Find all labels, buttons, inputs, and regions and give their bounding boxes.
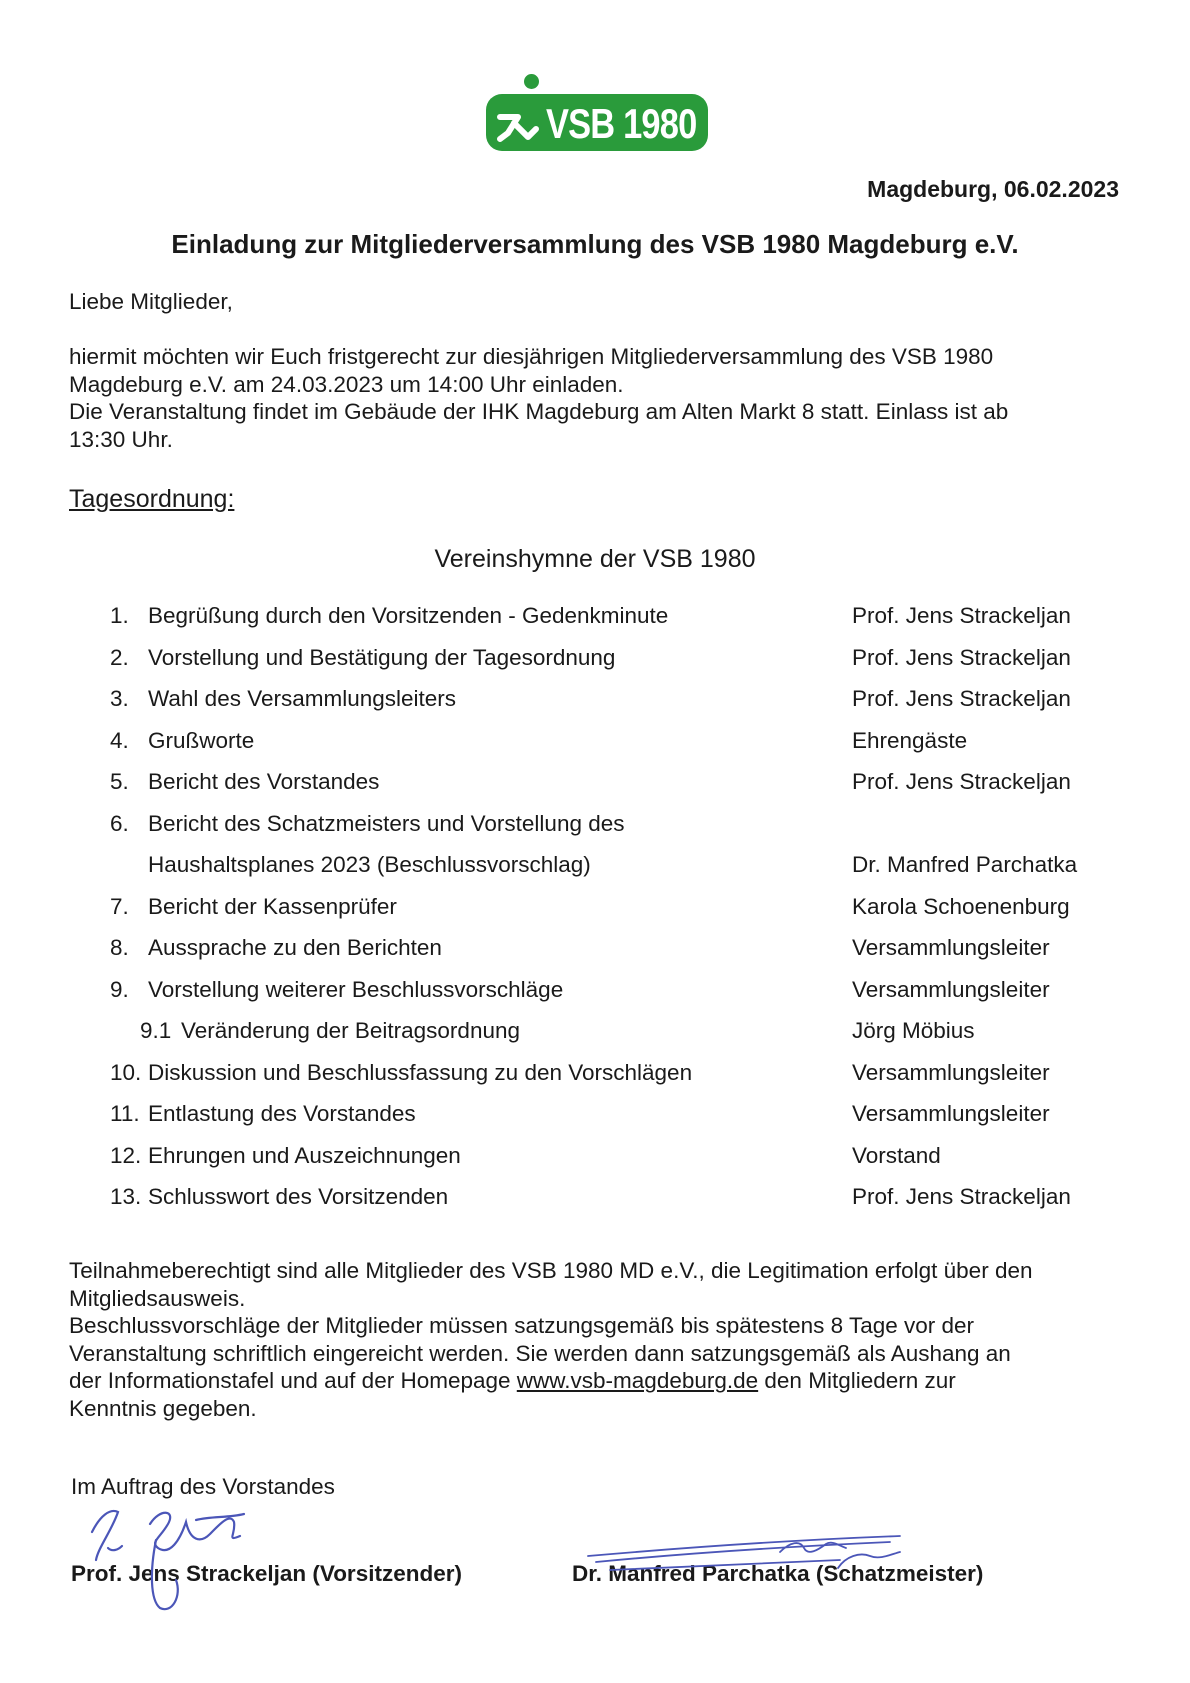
intro-line: hiermit möchten wir Euch fristgerecht zur diesjährigen Mitgliederversammlung des VSB 1980: [69, 344, 994, 369]
agenda-item-label: Wahl des Versammlungsleiters: [148, 686, 457, 711]
agenda-item-number: 2.: [110, 644, 129, 670]
agenda-item-label: Haushaltsplanes 2023 (Beschlussvorschlag): [148, 852, 591, 877]
notes-text: der Informationstafel und auf der Homepage: [69, 1368, 517, 1393]
notes-line: Kenntnis gegeben.: [69, 1395, 257, 1421]
intro-line: Die Veranstaltung findet im Gebäude der IHK Magdeburg am Alten Markt 8 statt. Einlass ist ab: [69, 399, 1009, 424]
agenda-item-number: 11.: [110, 1101, 140, 1126]
agenda-item-person: Prof. Jens Strackeljan: [852, 1184, 1071, 1209]
agenda-item-person: Versammlungsleiter: [852, 976, 1050, 1002]
signature-right: [588, 1536, 900, 1570]
logo-text: VSB 1980: [546, 100, 697, 147]
agenda-item-number: 3.: [110, 686, 129, 711]
agenda-item-label: Veränderung der Beitragsordnung: [181, 1018, 520, 1043]
agenda-anthem: Vereinshymne der VSB 1980: [434, 545, 756, 573]
notes-line: Beschlussvorschläge der Mitglieder müssen satzungsgemäß bis spätestens 8 Tage vor der: [69, 1313, 975, 1338]
agenda-item-person: Prof. Jens Strackeljan: [852, 644, 1071, 670]
agenda-item-person: Jörg Möbius: [852, 1018, 975, 1043]
agenda-item-number: 5.: [110, 769, 129, 794]
agenda-item-person: Prof. Jens Strackeljan: [852, 686, 1071, 711]
agenda-item-number: 8.: [110, 935, 129, 960]
intro-line: 13:30 Uhr.: [69, 426, 173, 452]
agenda-item-label: Vorstellung und Bestätigung der Tagesordnung: [148, 644, 616, 670]
agenda-item-label: Ehrungen und Auszeichnungen: [148, 1142, 461, 1168]
agenda-item-person: Vorstand: [852, 1142, 941, 1168]
agenda-item-person: Ehrengäste: [852, 727, 968, 753]
letter-date: Magdeburg, 06.02.2023: [867, 176, 1119, 202]
agenda-item-label: Grußworte: [148, 727, 255, 753]
agenda-heading: Tagesordnung:: [69, 485, 235, 513]
agenda-item-person: Prof. Jens Strackeljan: [852, 603, 1071, 628]
notes-line: Veranstaltung schriftlich eingereicht werden. Sie werden dann satzungsgemäß als Aushang an: [69, 1340, 1011, 1366]
homepage-link[interactable]: www.vsb-magdeburg.de: [516, 1368, 759, 1393]
notes-text: den Mitgliedern zur: [758, 1368, 956, 1393]
agenda-item-label: Bericht der Kassenprüfer: [148, 893, 397, 919]
agenda-item-label: Begrüßung durch den Vorsitzenden - Gedenkminute: [148, 603, 669, 628]
agenda-item-person: Prof. Jens Strackeljan: [852, 769, 1071, 794]
agenda-item-person: Dr. Manfred Parchatka: [852, 852, 1078, 877]
notes-line: Mitgliedsausweis.: [69, 1285, 246, 1311]
agenda-item-label: Aussprache zu den Berichten: [148, 935, 442, 960]
signature-left: [92, 1511, 244, 1609]
intro-line: Magdeburg e.V. am 24.03.2023 um 14:00 Uhr einladen.: [69, 371, 624, 397]
agenda-item-label: Entlastung des Vorstandes: [148, 1101, 416, 1126]
page-title: Einladung zur Mitgliederversammlung des VSB 1980 Magdeburg e.V.: [171, 229, 1019, 259]
agenda-item-person: Versammlungsleiter: [852, 1101, 1050, 1126]
agenda-item-person: Versammlungsleiter: [852, 1059, 1050, 1085]
agenda-item-person: Karola Schoenenburg: [852, 893, 1070, 919]
agenda-item-number: 9.: [110, 976, 129, 1002]
agenda-item-person: Versammlungsleiter: [852, 935, 1050, 960]
agenda-item-label: Bericht des Schatzmeisters und Vorstellung des: [148, 810, 625, 836]
agenda-item-number: 10.: [110, 1059, 142, 1085]
agenda-item-number: 9.1: [140, 1018, 172, 1043]
agenda-item-label: Schlusswort des Vorsitzenden: [148, 1184, 449, 1209]
agenda-item-label: Bericht des Vorstandes: [148, 769, 380, 794]
agenda-item-number: 13.: [110, 1184, 142, 1209]
agenda-item-label: Vorstellung weiterer Beschlussvorschläge: [148, 976, 564, 1002]
agenda-item-number: 7.: [110, 893, 129, 919]
salutation: Liebe Mitglieder,: [69, 289, 233, 314]
agenda-item-number: 4.: [110, 727, 129, 753]
agenda-item-number: 1.: [110, 603, 129, 628]
notes-line: Teilnahmeberechtigt sind alle Mitglieder des VSB 1980 MD e.V., die Legitimation erfolgt über den: [69, 1258, 1033, 1283]
signatory-right: Dr. Manfred Parchatka (Schatzmeister): [572, 1561, 984, 1586]
agenda-item-number: 6.: [110, 810, 129, 836]
agenda-item-label: Diskussion und Beschlussfassung zu den Vorschlägen: [148, 1059, 693, 1085]
signatory-left: Prof. Jens Strackeljan (Vorsitzender): [71, 1561, 462, 1586]
closing-line: Im Auftrag des Vorstandes: [71, 1474, 335, 1499]
agenda-item-number: 12.: [110, 1142, 142, 1168]
